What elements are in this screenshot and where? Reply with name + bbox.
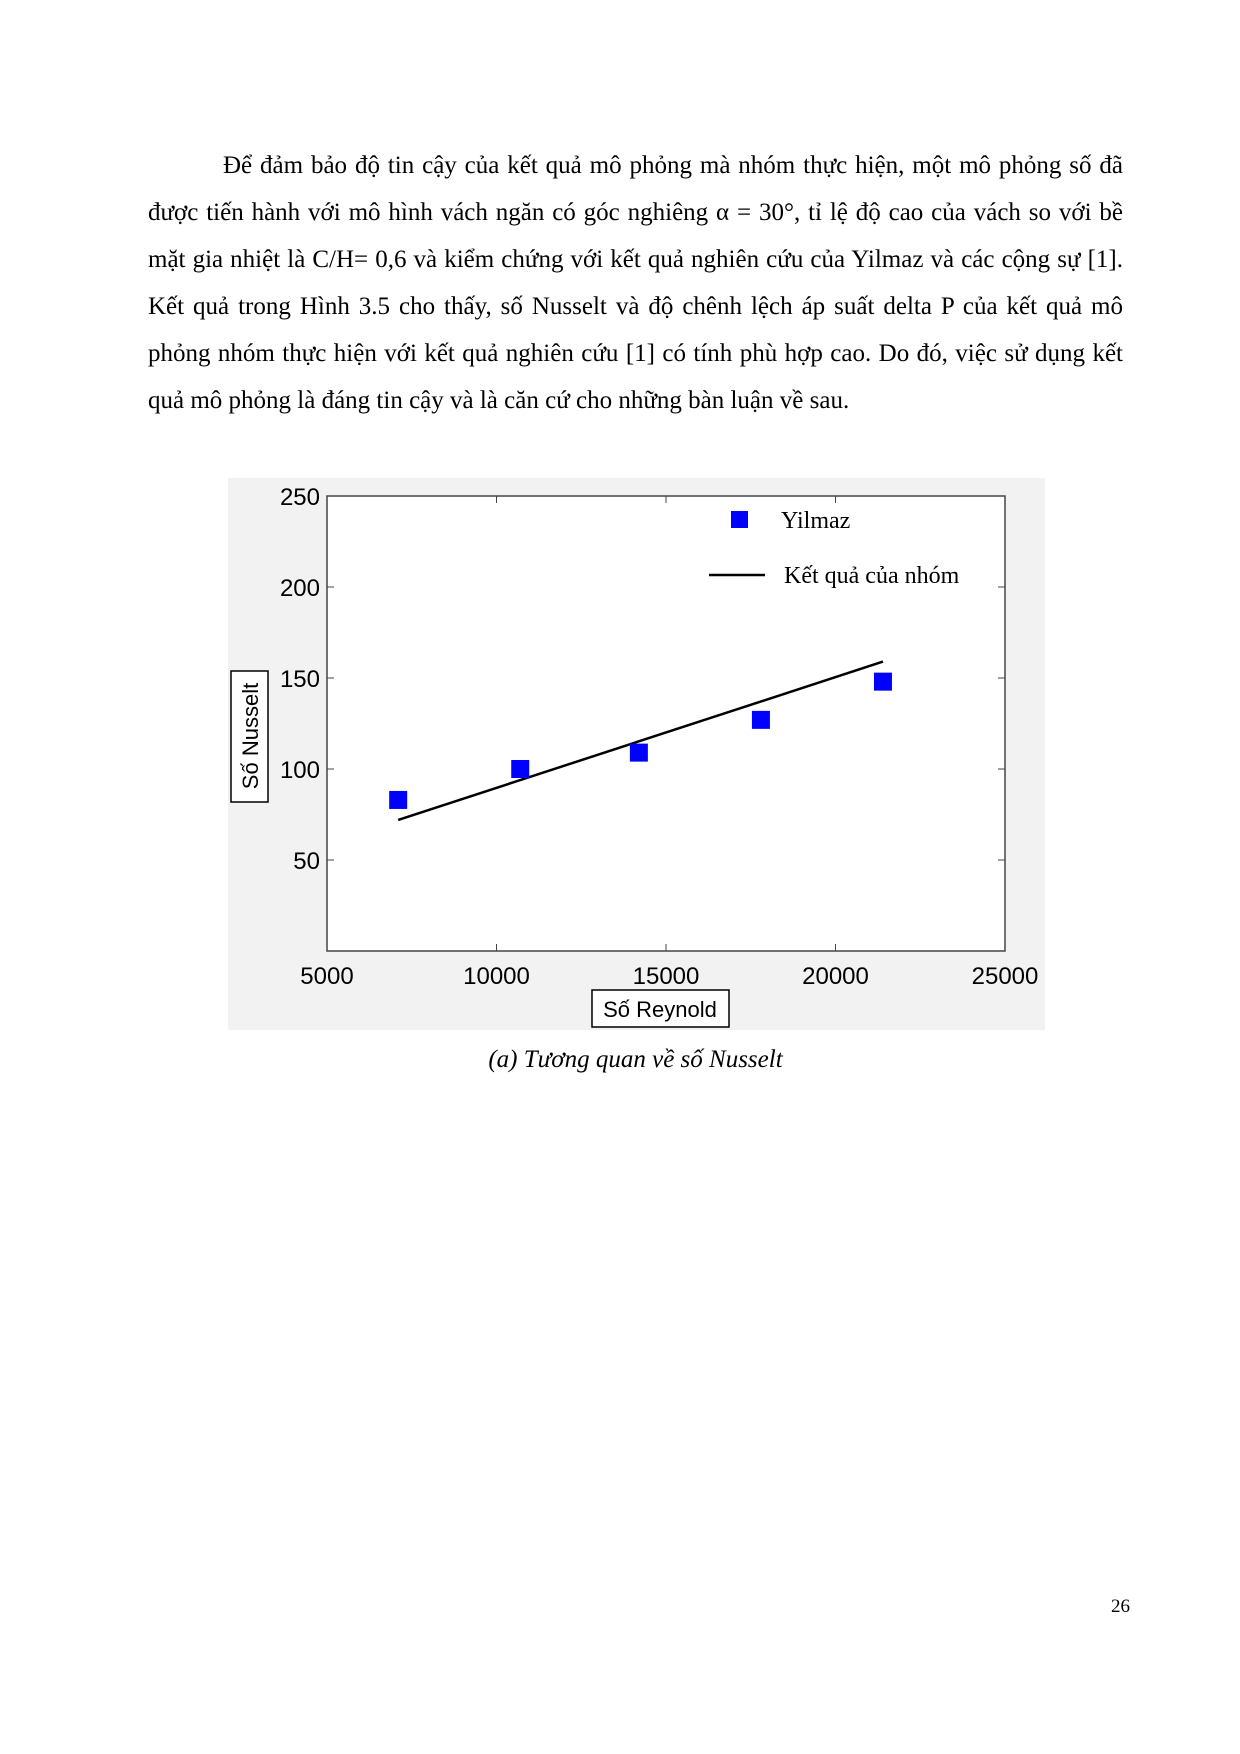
y-tick-label: 100 bbox=[279, 757, 320, 784]
legend-yilmaz-label: Yilmaz bbox=[781, 508, 851, 534]
nusselt-chart bbox=[228, 478, 1045, 1030]
figure-caption: (a) Tương quan về số Nusselt bbox=[488, 1046, 783, 1073]
x-tick-label: 5000 bbox=[300, 963, 354, 990]
x-tick-label: 10000 bbox=[463, 963, 530, 990]
legend-ket-qua-label: Kết quả của nhóm bbox=[784, 563, 960, 589]
page-number: 26 bbox=[1111, 1596, 1130, 1617]
legend-yilmaz-marker bbox=[731, 511, 748, 528]
y-tick-label: 50 bbox=[293, 848, 320, 875]
data-point bbox=[511, 760, 529, 778]
y-tick-label: 200 bbox=[279, 575, 320, 602]
x-axis-label-box bbox=[592, 990, 729, 1027]
x-tick-label: 20000 bbox=[802, 963, 869, 990]
y-tick-label: 150 bbox=[279, 666, 320, 693]
data-point bbox=[874, 673, 892, 691]
data-point bbox=[389, 791, 407, 809]
x-axis-label: Số Reynold bbox=[603, 997, 717, 1022]
body-paragraph: Để đảm bảo độ tin cậy của kết quả mô phỏng mà nhóm thực hiện, một mô phỏng số đã được tiến hành với mô hình vách ngăn có góc nghiêng α = 30°, tỉ lệ độ cao của vách so với bề mặt gia nhiệt là C/H= 0,6 và kiểm chứng với kết quả nghiên cứu của Yilmaz và các cộng sự [1]. Kết quả trong Hình 3.5 cho thấy, số Nusselt và độ chênh lệch áp suất delta P của kết quả mô phỏng nhóm thực hiện với kết quả nghiên cứu [1] có tính phù hợp cao. Do đó, việc sử dụng kết quả mô phỏng là đáng tin cậy và là căn cứ cho những bàn luận về sau. bbox=[148, 152, 1123, 414]
y-axis-label: Số Nusselt bbox=[238, 682, 263, 790]
data-point bbox=[630, 744, 648, 762]
x-tick-label: 25000 bbox=[971, 963, 1039, 990]
data-point bbox=[752, 711, 770, 729]
y-axis-label-box bbox=[231, 671, 268, 802]
x-tick-label: 15000 bbox=[632, 963, 700, 990]
y-tick-label: 250 bbox=[279, 484, 320, 511]
